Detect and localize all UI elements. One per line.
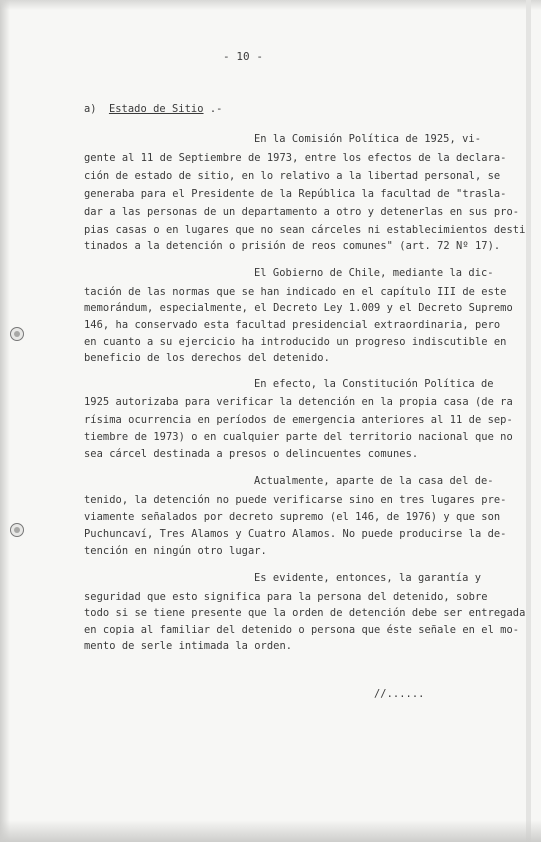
p2-line-6: beneficio de los derechos del detenido. — [84, 352, 330, 364]
continuation-mark: //...... — [374, 688, 425, 700]
p1-line-3: ción de estado de sitio, en lo relativo a la libertad personal, se — [84, 170, 501, 182]
p1-line-7: tinados a la detención o prisión de reos comunes" (art. 72 Nº 17). — [84, 240, 501, 252]
p4-line-1: Actualmente, aparte de la casa del de- — [254, 475, 494, 487]
section-title: Estado de Sitio — [108, 103, 204, 115]
page-number: - 10 - — [223, 50, 264, 63]
p2-line-4: 146, ha conservado esta facultad presidencial extraordinaria, pero — [84, 319, 501, 331]
p5-line-3: todo si se tiene presente que la orden de detención debe ser entregada — [84, 607, 526, 619]
p3-line-2: 1925 autorizaba para verificar la detención en la propia casa (de ra — [84, 396, 513, 408]
p1-line-5: dar a las personas de un departamento a otro y detenerlas en sus pro- — [84, 206, 520, 218]
p4-line-2: tenido, la detención no puede verificarse sino en tres lugares pre- — [84, 494, 507, 506]
p5-line-2: seguridad que esto significa para la persona del detenido, sobre — [84, 591, 488, 603]
scan-edge-left — [0, 0, 10, 842]
p2-line-1: El Gobierno de Chile, mediante la dic- — [254, 267, 494, 279]
p5-line-1: Es evidente, entonces, la garantía y — [254, 572, 482, 584]
p3-line-3: rísima ocurrencia en períodos de emergencia anteriores al 11 de sep- — [84, 414, 513, 426]
section-label: a) — [84, 103, 97, 115]
section-heading — [84, 103, 222, 115]
p4-line-4: Puchuncaví, Tres Alamos y Cuatro Alamos. No puede producirse la de- — [84, 528, 507, 540]
p4-line-3: viamente señalados por decreto supremo (el 146, de 1976) y que son — [84, 511, 501, 523]
scan-edge-bottom — [0, 820, 541, 842]
p5-line-4: en copia al familiar del detenido o persona que éste señale en el mo- — [84, 624, 520, 636]
p3-line-5: sea cárcel destinada a presos o delincuentes comunes. — [84, 448, 419, 460]
punch-hole-lower — [10, 523, 24, 537]
scan-edge-right — [526, 0, 531, 842]
p1-line-6: pias casas o en lugares que no sean cárceles ni establecimientos desti — [84, 224, 526, 236]
p2-line-3: memorándum, especialmente, el Decreto Ley 1.009 y el Decreto Supremo — [84, 302, 513, 314]
p5-line-5: mento de serle intimada la orden. — [84, 640, 293, 652]
p2-line-2: tación de las normas que se han indicado en el capítulo III de este — [84, 286, 507, 298]
p4-line-5: tención en ningún otro lugar. — [84, 545, 267, 557]
p1-line-4: generaba para el Presidente de la República la facultad de "trasla- — [84, 188, 507, 200]
p3-line-1: En efecto, la Constitución Política de — [254, 378, 494, 390]
punch-hole-upper — [10, 327, 24, 341]
p1-line-2: gente al 11 de Septiembre de 1973, entre los efectos de la declara- — [84, 152, 507, 164]
p2-line-5: en cuanto a su ejercicio ha introducido un progreso indiscutible en — [84, 336, 507, 348]
scan-edge-top — [0, 0, 541, 10]
section-suffix: .- — [209, 103, 223, 115]
p3-line-4: tiembre de 1973) o en cualquier parte del territorio nacional que no — [84, 431, 513, 443]
p1-line-1: En la Comisión Política de 1925, vi- — [254, 133, 482, 145]
